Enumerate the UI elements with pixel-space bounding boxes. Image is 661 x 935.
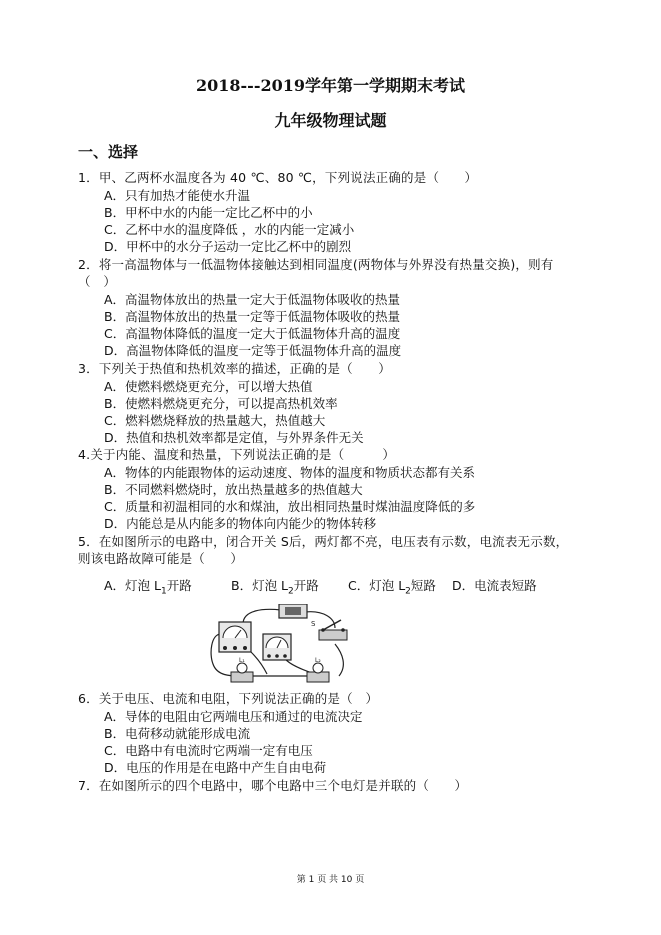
- question-5-option-d: D．电流表短路: [452, 578, 537, 593]
- question-5-stem-cont: 则该电路故障可能是（ ）: [78, 551, 244, 566]
- question-4-option-c: C．质量和初温相同的水和煤油，放出相同热量时煤油温度降低的多: [104, 499, 476, 514]
- question-3-option-a: A．使燃料燃烧更充分，可以增大热值: [104, 379, 313, 394]
- section-heading: 一、选择: [78, 143, 139, 161]
- question-4-stem: 4.关于内能、温度和热量，下列说法正确的是（ ）: [78, 447, 396, 462]
- question-2-stem: 2．将一高温物体与一低温物体接触达到相同温度(两物体与外界没有热量交换)，则有: [78, 257, 554, 272]
- question-5-stem: 5．在如图所示的电路中，闭合开关 S后，两灯都不亮，电压表有示数，电流表无示数，: [78, 534, 569, 549]
- exam-title: 2018---2019学年第一学期期末考试: [196, 76, 465, 95]
- question-6-stem: 6．关于电压、电流和电阻，下列说法正确的是（ ）: [78, 691, 379, 706]
- question-1-option-c: C．乙杯中水的温度降低 ，水的内能一定减小: [104, 222, 355, 237]
- question-3-option-b: B．使燃料燃烧更充分，可以提高热机效率: [104, 396, 338, 411]
- question-6-option-b: B．电荷移动就能形成电流: [104, 726, 251, 741]
- question-2-option-a: A．高温物体放出的热量一定大于低温物体吸收的热量: [104, 292, 401, 307]
- voltmeter-icon: [263, 634, 291, 660]
- question-2-option-b: B．高温物体放出的热量一定等于低温物体吸收的热量: [104, 309, 401, 324]
- question-1-option-b: B．甲杯中水的内能一定比乙杯中的小: [104, 205, 313, 220]
- question-3-option-c: C．燃料燃烧释放的热量越大，热值越大: [104, 413, 326, 428]
- question-5-option-c: C．灯泡 $L_2$短路: [348, 578, 436, 597]
- question-4-option-b: B．不同燃料燃烧时，放出热量越多的热值越大: [104, 482, 363, 497]
- bulb-l2-icon: [307, 663, 329, 682]
- ammeter-icon: [219, 622, 251, 652]
- question-4-option-d: D．内能总是从内能多的物体向内能少的物体转移: [104, 516, 377, 531]
- bulb-l1-label: L₁: [239, 657, 245, 664]
- page-footer: 第 1 页 共 10 页: [296, 875, 365, 885]
- question-5-option-b: B．灯泡 $L_2$开路: [231, 578, 319, 597]
- question-2-option-c: C．高温物体降低的温度一定大于低温物体升高的温度: [104, 326, 401, 341]
- question-1-option-a: A．只有加热才能使水升温: [104, 188, 251, 203]
- switch-icon: [319, 620, 347, 640]
- question-6-option-a: A．导体的电阻由它两端电压和通过的电流决定: [104, 709, 363, 724]
- question-2-stem-cont: （ ）: [78, 274, 117, 289]
- question-1-stem: 1．甲、乙两杯水温度各为 40 ℃、80 ℃，下列说法正确的是（ ）: [78, 170, 478, 185]
- bulb-l2-label: L₂: [315, 657, 321, 664]
- question-5-option-a: A．灯泡 $L_1$开路: [104, 578, 192, 597]
- question-3-option-d: D．热值和热机效率都是定值，与外界条件无关: [104, 430, 364, 445]
- question-6-option-d: D．电压的作用是在电路中产生自由电荷: [104, 760, 327, 775]
- switch-label: S: [311, 620, 316, 628]
- question-2-option-d: D．高温物体降低的温度一定等于低温物体升高的温度: [104, 343, 402, 358]
- exam-subtitle: 九年级物理试题: [274, 111, 387, 130]
- question-4-option-a: A．物体的内能跟物体的运动速度、物体的温度和物质状态都有关系: [104, 465, 476, 480]
- question-1-option-d: D．甲杯中的水分子运动一定比乙杯中的剧烈: [104, 239, 352, 254]
- question-3-stem: 3．下列关于热值和热机效率的描述，正确的是（ ）: [78, 361, 391, 376]
- question-6-option-c: C．电路中有电流时它两端一定有电压: [104, 743, 313, 758]
- question-7-stem: 7．在如图所示的四个电路中，哪个电路中三个电灯是并联的（ ）: [78, 778, 468, 793]
- circuit-diagram: [203, 604, 349, 684]
- bulb-l1-icon: [231, 663, 253, 682]
- battery-icon: [279, 604, 307, 618]
